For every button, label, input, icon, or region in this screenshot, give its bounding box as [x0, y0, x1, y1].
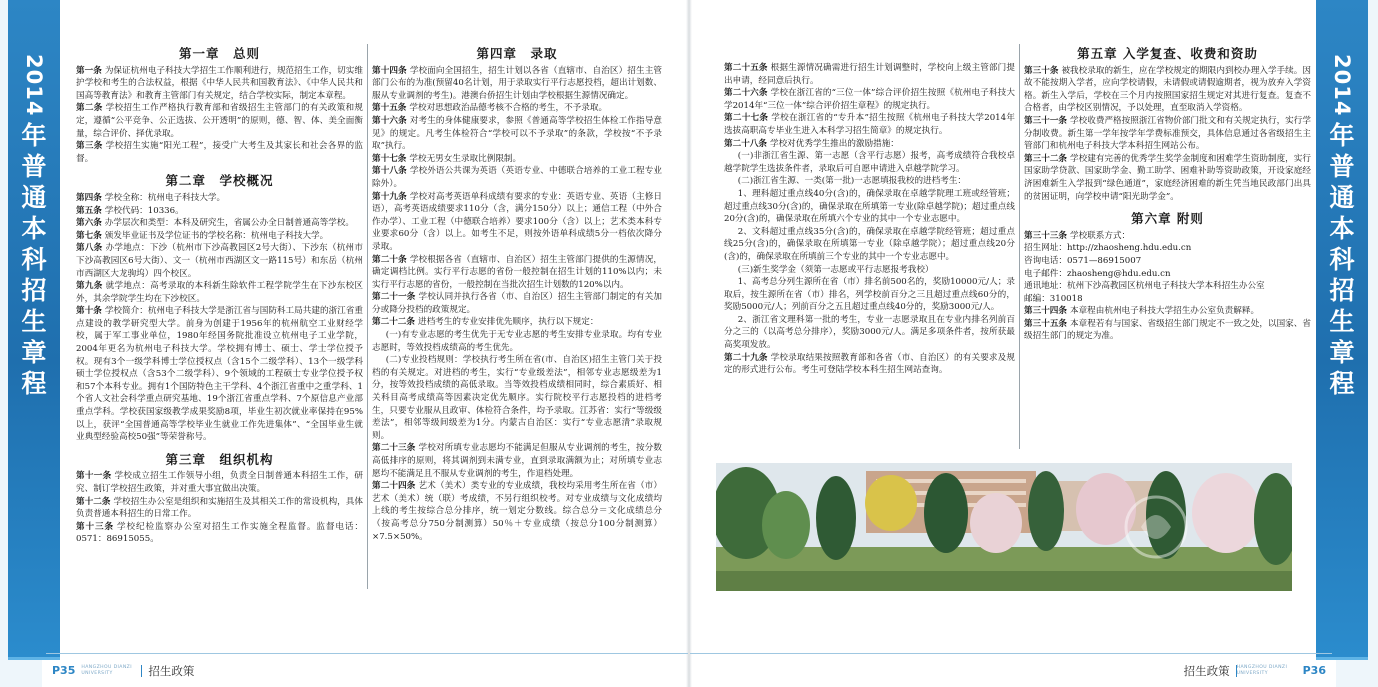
side-title-char: 普 [21, 152, 47, 182]
article-paragraph [76, 470, 363, 495]
article-text: 本章程由杭州电子科技大学招生办公室负责解释。 [1069, 306, 1260, 317]
page-number: P35 [52, 664, 76, 677]
article-paragraph [724, 87, 1015, 112]
chapter-heading: 第二章 学校概况 [165, 173, 274, 189]
article-text: 本章程若有与国家、省级招生部门规定不一致之处，以国家、省级招生部门的规定为准。 [1024, 318, 1311, 342]
text-column-1 [76, 47, 363, 546]
article-paragraph [1024, 65, 1311, 115]
article-text: 学校招生工作严格执行教育部和省级招生主管部门的有关政策和规定，遵循“公平竞争、公正选拔、公开透明”的原则，德、智、体、美全面衡量，综合评价、择优录取。 [76, 103, 363, 139]
article-number: 第三十一条 [1024, 115, 1068, 126]
side-title-char: 招 [1329, 276, 1355, 306]
article-paragraph [724, 62, 1015, 87]
article-paragraph [1024, 115, 1311, 153]
article-paragraph [1024, 318, 1311, 343]
article-number: 第十二条 [76, 496, 111, 507]
article-text: 学校全称：杭州电子科技大学。 [104, 192, 226, 203]
article-number: 第二十四条 [372, 481, 416, 492]
side-title-char: 生 [21, 307, 47, 337]
article-number: 第八条 [76, 243, 103, 254]
side-title-char: 程 [1329, 369, 1355, 399]
sub-paragraph: (三)新生奖学金（须第一志愿或平行志愿报考我校） [737, 264, 934, 275]
page-gutter [686, 0, 692, 687]
sub-paragraph: 2、文科超过重点线35分(含)的，确保录取在卓越学院经管班；超过重点线25分(含)的，确保录取在所填第一专业（除卓越学院）；超过重点线20分(含)的，确保录取在所填前三个专业的其中一个专业志愿中。 [724, 226, 1015, 262]
side-title-char: 章 [21, 338, 47, 368]
article-number: 第三十五条 [1024, 318, 1068, 329]
article-number: 第三十四条 [1024, 306, 1067, 317]
article-paragraph [76, 102, 363, 140]
article-paragraph [724, 352, 1015, 377]
article-number: 第五条 [76, 205, 102, 216]
side-title-char: 本 [1329, 214, 1355, 244]
text-column-2 [372, 47, 662, 543]
article-text: 学校录取结果按照教育部和各省（市、自治区）的有关要求及规定的形式进行公布。考生可登陆学校本科生招生网站查询。 [724, 352, 1015, 376]
campus-photo-illustration [716, 463, 1292, 591]
chapter-heading: 第三章 组织机构 [165, 451, 274, 467]
article-number: 第三十三条 [1024, 230, 1067, 241]
article-number: 第四条 [76, 192, 102, 203]
footer-separator [141, 665, 142, 677]
right-side-title-band [1316, 0, 1368, 660]
article-number: 第二十九条 [724, 352, 768, 363]
article-paragraph [372, 165, 662, 190]
side-title-char: 通 [1329, 183, 1355, 213]
article-text: 学校在浙江省的“三位一体”综合评价招生按照《杭州电子科技大学2014年“三位一体”综合评价招生章程》的规定执行。 [724, 88, 1015, 111]
article-paragraph [724, 112, 1015, 137]
article-paragraph [372, 102, 662, 115]
article-paragraph [372, 191, 662, 254]
article-text: 为保证杭州电子科技大学招生工作顺利进行，规范招生工作，切实维护学校和考生的合法权益，根据《中华人民共和国教育法》、《中华人民共和国高等教育法》和教育主管部门有关规定，结合学校实际，制定本章程。 [76, 65, 363, 101]
side-title-char: 普 [1329, 152, 1355, 182]
article-number: 第七条 [76, 230, 102, 241]
article-number: 第六条 [76, 218, 102, 229]
article-paragraph [76, 305, 363, 444]
campus-photo [716, 463, 1292, 591]
sub-paragraph: 1、高考总分列生源所在省（市）排名前500名的，奖励10000元/人；录取后，按生源所在省（市）排名，列学校前百分之三且超过重点线60分的，奖励5000元/人；列前百分之五且超过重点线40分的，奖励3000元/人。 [724, 277, 1015, 313]
article-text: 学校根据各省（直辖市、自治区）招生主管部门提供的生源情况，确定调档比例。实行平行志愿的省份一般控制在招生计划的110%以内；未实行平行志愿的省份，一般控制在当批次招生计划数的120%以内。 [372, 254, 662, 290]
article-number: 第十八条 [372, 166, 407, 177]
article-paragraph [76, 230, 363, 243]
article-paragraph [372, 65, 662, 103]
article-text: 办学层次和类型：本科及研究生，省属公办全日制普通高等学校。 [104, 218, 355, 229]
article-text: 学校对思想政治品德考核不合格的考生，不予录取。 [409, 103, 608, 114]
article-text: 学校对优秀学生推出的激励措施： [769, 138, 899, 149]
page-number: P36 [1302, 664, 1326, 677]
article-paragraph [76, 521, 363, 546]
article-number: 第十一条 [76, 471, 112, 482]
side-title-char: 年 [1329, 121, 1355, 151]
side-title-year: 2014 [21, 54, 46, 117]
article-text: 学校无男女生录取比例限制。 [409, 153, 522, 164]
article-number: 第二十三条 [372, 443, 416, 454]
article-number: 第二十五条 [724, 63, 768, 73]
article-text: 进档考生的专业安排优先顺序，执行以下规定： [417, 317, 599, 328]
article-text: 艺术（美术）类专业的专业成绩，我校均采用考生所在省（市）艺术（美术）统（联）考成绩，不另行组织校考。对专业成绩与文化成绩均上线的考生按综合总分排序，统一划定分数线。综合总分＝文化成绩总分（按高考总分750分制测算）50％＋专业成绩（按总分100分制测算）×7.5×50%。 [372, 481, 662, 542]
article-number: 第二条 [76, 103, 103, 114]
contact-line: 招生网址：http://zhaosheng.hdu.edu.cn [1024, 243, 1192, 254]
article-text: 学校在浙江省的“专升本”招生按照《杭州电子科技大学2014年选拔高职高专毕业生进入本科学习招生简章》的规定执行。 [724, 113, 1015, 136]
article-number: 第一条 [76, 65, 102, 76]
article-paragraph [724, 138, 1015, 151]
side-title-year: 2014 [1329, 54, 1354, 117]
article-paragraph [372, 153, 662, 166]
article-text: 学校纪检监察办公室对招生工作实施全程监督。监督电话：0571：86915055。 [76, 521, 363, 545]
sub-paragraph: (一)非浙江省生源、第一志愿（含平行志愿）报考，高考成绩符合我校卓越学院学生选拔条件者，录取后可自愿申请进入卓越学院学习。 [724, 151, 1015, 174]
article-paragraph [372, 254, 662, 292]
article-number: 第十五条 [372, 103, 407, 114]
article-text: 学校外语公共课为英语（英语专业、中德联合培养的工业工程专业除外）。 [372, 166, 662, 189]
sub-paragraph: 1、理科超过重点线40分(含)的，确保录取在卓越学院理工班或经管班；超过重点线30分(含)的，确保录取在所填第一专业(除卓越学院)；超过重点线20分(含)的，确保录取在所填六个专业的其中一个专业志愿中。 [724, 188, 1015, 225]
article-paragraph [76, 205, 363, 218]
contact-line: 邮编：310018 [1024, 293, 1083, 304]
chapter-heading: 第一章 总则 [178, 46, 260, 61]
article-paragraph [76, 217, 363, 230]
article-text: 学校建有完善的优秀学生奖学金制度和困难学生资助制度，实行国家助学贷款、国家助学金、勤工助学、困难补助等资助政策，开设家庭经济困难新生入学报到“绿色通道”，家庭经济困难的新生凭当地民政部门出具的贫困证明，向学校申请“阳光助学金”。 [1024, 153, 1311, 202]
article-text: 学校联系方式： [1069, 230, 1131, 241]
article-text: 学校对所填专业志愿均不能满足但服从专业调剂的考生，按分数高低排序的原则，将其调剂到未满专业，直到录取满额为止；对所填专业志愿均不能满足且不服从专业调剂的考生，作退档处理。 [372, 443, 662, 479]
article-paragraph [76, 280, 363, 305]
left-footer [46, 653, 688, 687]
sub-paragraph: (一)有专业志愿的考生优先于无专业志愿的考生安排专业录取。均有专业志愿时，等效投档成绩高的考生优先。 [372, 330, 662, 353]
article-number: 第十三条 [76, 521, 114, 532]
article-number: 第三条 [76, 141, 103, 152]
university-name: HANGZHOU DIANZI UNIVERSITY [81, 664, 132, 676]
article-text: 就学地点：高考录取的本科新生除软件工程学院学生在下沙东校区外，其余学院学生均在下沙校区。 [76, 281, 363, 304]
side-title-char: 年 [21, 121, 47, 151]
article-paragraph [76, 496, 363, 521]
chapter-heading: 第五章 入学复查、收费和资助 [1077, 46, 1258, 61]
article-paragraph [1024, 153, 1311, 203]
article-number: 第二十七条 [724, 113, 769, 124]
side-title-char: 本 [21, 214, 47, 244]
article-number: 第二十六条 [724, 88, 768, 99]
article-text: 学校成立招生工作领导小组，负责全日制普通本科招生工作，研究、制订学校招生政策，并对重大事宜做出决策。 [76, 471, 363, 494]
article-paragraph [1024, 305, 1311, 318]
article-number: 第十九条 [372, 191, 407, 202]
article-text: 学校简介：杭州电子科技大学是浙江省与国防科工局共建的浙江省重点建设的教学研究型大学。前身为创建于1956年的杭州航空工业财经学校，属于军工事业单位，1980年经国务院批准设立杭州电子工业学院，2004年更名为杭州电子科技大学。学校拥有博士、硕士、学士学位授予权。现有3个一级学科博士学位授权点（含15个二级学科）、13个一级学科硕士学位授权点（含53个二级学科）、9个领域的工程硕士专业学位授予权和57个本科专业。拥有1个国防特色主干学科、4个浙江省重中之重学科、1个省人文社会科学重点研究基地、19个浙江省重点学科、7个原信息产业部重点学科。学校获国家级教学成果奖励8项，毕业生初次就业率保持在95%以上，获评“全国普通高等学校毕业生就业工作先进集体”、“全国毕业生就业典型经验高校50强”等荣誉称号。 [76, 306, 363, 443]
article-paragraph [372, 316, 662, 329]
article-text: 学校招生办公室是组织和实施招生及其相关工作的常设机构，具体负责普通本科招生的日常工作。 [76, 496, 363, 520]
article-number: 第二十条 [372, 254, 407, 265]
article-text: 学校对高考英语单科成绩有要求的专业：英语专业、英语（主修日语），高考英语成绩要求110分（含，满分150分）以上；通信工程（中外合作办学）、工业工程（中德联合培养）要求100分（含）以上；艺术类本科专业要求60分（含）以上。如考生不足，则按外语单科成绩5分一档依次降分录取。 [372, 191, 662, 252]
sub-paragraph: (二)专业投档规则：学校执行考生所在省(市、自治区)招生主管门关于投档的有关规定。对进档的考生，实行“专业级差法”，相邻专业志愿级差为1分，按等效投档成绩的高低录取。当等效投档成绩相同时，综合素质好、相关科目高考成绩高等因素决定优先顺序。实行院校平行志愿投档的进档考生，只要专业服从且政审、体检符合条件，均予录取。江苏省：实行“等级级差法”，相邻等级间级差为1分。内蒙古自治区：实行“专业志愿清”录取规则。 [372, 355, 662, 441]
article-text: 办学地点：下沙（杭州市下沙高教园区2号大街）、下沙东（杭州市下沙高教园区6号大街）、文一（杭州市西湖区文一路115号）和东岳（杭州市西湖区大龙驹坞）四个校区。 [76, 243, 363, 279]
side-title [21, 54, 46, 399]
article-number: 第十条 [76, 306, 102, 317]
university-name: HANGZHOU DIANZI UNIVERSITY [1236, 664, 1288, 676]
side-title-char: 生 [1329, 307, 1355, 337]
article-paragraph [1024, 230, 1311, 243]
contact-line: 电子邮件：zhaosheng@hdu.edu.cn [1024, 268, 1171, 279]
article-text: 学校面向全国招生，招生计划以各省（直辖市、自治区）招生主管部门公布的为准(预留40名计划，用于录取实行平行志愿投档，超出计划数、服从专业调剂的考生)。港澳台侨招生计划由学校根据生源情况确定。 [372, 65, 662, 101]
article-text: 学校招生实施“阳光工程”，接受广大考生及其家长和社会各界的监督。 [76, 141, 363, 164]
article-paragraph [372, 291, 662, 316]
right-footer [690, 653, 1332, 687]
contact-line: 咨询电话：0571—86915007 [1024, 255, 1142, 266]
side-title-char: 程 [21, 369, 47, 399]
article-paragraph [372, 480, 662, 543]
side-title-char: 章 [1329, 338, 1355, 368]
article-text: 根据生源情况确需进行招生计划调整时，学校向上级主管部门提出申请，经同意后执行。 [724, 63, 1015, 86]
article-number: 第三十条 [1024, 65, 1059, 76]
section-name: 招生政策 [1183, 663, 1230, 678]
sub-paragraph: (二)浙江省生源、一类(第一批)一志愿填报我校的进档考生： [737, 176, 967, 187]
column-divider [367, 44, 368, 589]
article-paragraph [76, 140, 363, 165]
article-text: 学校认同并执行各省（市、自治区）招生主管部门制定的有关加分或降分投档的政策规定。 [372, 292, 662, 315]
side-title-char: 招 [21, 276, 47, 306]
article-number: 第二十二条 [372, 317, 415, 328]
side-title-char: 科 [1329, 245, 1355, 275]
article-number: 第二十八条 [724, 138, 767, 149]
side-title-char: 通 [21, 183, 47, 213]
article-text: 被我校录取的新生，应在学校规定的期限内到校办理入学手续。因故不能按期入学者，应向学校请假，未请假或请假逾期者，视为放弃入学资格。新生入学后，学校在三个月内按照国家招生规定对其进行复查。复查不合格者，由学校区别情况，予以处理，直至取消入学资格。 [1024, 65, 1311, 114]
article-text: 学校代码：10336。 [104, 205, 184, 216]
article-number: 第三十二条 [1024, 153, 1068, 164]
article-number: 第十七条 [372, 153, 407, 164]
side-title-char: 科 [21, 245, 47, 275]
text-column-3 [724, 62, 1015, 377]
side-title [1329, 54, 1354, 399]
sub-paragraph: 2、浙江省文理科第一批的考生，专业一志愿录取且在专业内排名列前百分之三的（以高考总分排序），奖励3000元/人。满足多项条件者，按所获最高奖项发放。 [724, 314, 1015, 351]
contact-line: 通讯地址：杭州下沙高教园区杭州电子科技大学本科招生办公室 [1024, 281, 1265, 292]
article-paragraph [76, 242, 363, 280]
article-paragraph [76, 192, 363, 205]
article-text: 对考生的身体健康要求，参照《普通高等学校招生体检工作指导意见》的规定。凡考生体检符合“学校可以不予录取”的条款，学校按“不予录取”执行。 [372, 115, 662, 152]
article-paragraph [372, 442, 662, 480]
section-name: 招生政策 [148, 663, 195, 678]
article-number: 第九条 [76, 281, 103, 292]
article-number: 第十四条 [372, 65, 407, 76]
chapter-heading: 第四章 录取 [476, 46, 558, 61]
text-column-4 [1024, 47, 1311, 343]
column-divider [1019, 44, 1020, 449]
article-number: 第二十一条 [372, 292, 416, 303]
article-text: 颁发毕业证书及学位证书的学校名称：杭州电子科技大学。 [104, 230, 329, 241]
article-paragraph [372, 115, 662, 153]
article-text: 学校收费严格按照浙江省物价部门批文和有关规定执行，实行学分制收费。新生第一学年按学年学费标准预交，具体信息通过各省级招生主管部门和杭州电子科技大学本科招生网站公布。 [1024, 115, 1311, 152]
article-number: 第十六条 [372, 115, 407, 126]
left-side-title-band [8, 0, 60, 660]
chapter-heading: 第六章 附则 [1131, 211, 1204, 227]
article-paragraph [76, 65, 363, 103]
